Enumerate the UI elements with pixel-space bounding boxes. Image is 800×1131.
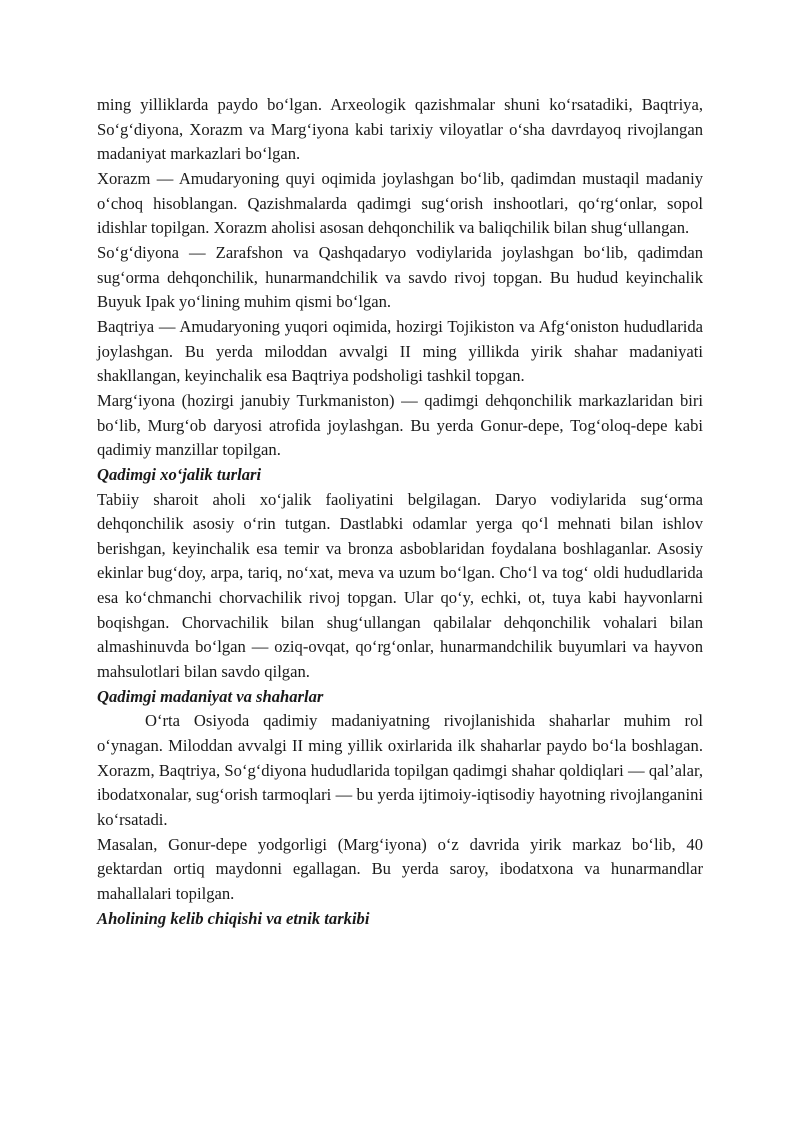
paragraph-gonur-depe: Masalan, Gonur-depe yodgorligi (Marg‘iyona) o‘z davrida yirik markaz bo‘lib, 40 gektardan ortiq maydonni egallagan. Bu yerda saroy, ibodatxona va hunarmandlar mahallalari topilgan. bbox=[97, 834, 703, 903]
paragraph-sogdiana: So‘g‘diyona — Zarafshon va Qashqadaryo vodiylarida joylashgan bo‘lib, qadimdan sug‘orma dehqonchilik, hunarmandchilik va savdo rivoj topgan. Bu hudud keyinchalik Buyuk Ipak yo‘lining muhim qismi bo‘lgan. bbox=[97, 242, 703, 312]
paragraph-intro: ming yilliklarda paydo bo‘lgan. Arxeologik qazishmalar shuni ko‘rsatadiki, Baqtriya, So‘g‘diyona, Xorazm va Marg‘iyona kabi tarixiy viloyatlar o‘sha davrdayoq rivojlangan madaniyat markazlari bo‘lgan. bbox=[97, 95, 703, 164]
paragraph-bactria: Baqtriya — Amudaryoning yuqori oqimida, hozirgi Tojikiston va Afg‘oniston hududlarida joylashgan. Bu yerda miloddan avvalgi II ming yillikda yirik shahar madaniyati shakllangan, keyinchalik esa Baqtriya podsholigi tashkil topgan. bbox=[97, 316, 703, 386]
heading-population-origin: Aholining kelib chiqishi va etnik tarkibi bbox=[97, 908, 370, 928]
paragraph-cities: O‘rta Osiyoda qadimiy madaniyatning rivojlanishida shaharlar muhim rol o‘ynagan. Miloddan avvalgi II ming yillik oxirlarida ilk shaharlar paydo bo‘la boshlagan. Xorazm, Baqtriya, So‘g‘diyona hududlarida topilgan qadimgi shahar qoldiqlari — qal’alar, ibodatxonalar, sug‘orish tarmoqlari — bu yerda ijtimoiy-iqtisodiy hayotning rivojlanganini ko‘rsatadi. bbox=[97, 711, 703, 830]
document-page bbox=[97, 93, 703, 931]
heading-culture-cities: Qadimgi madaniyat va shaharlar bbox=[97, 686, 324, 706]
paragraph-economy: Tabiiy sharoit aholi xo‘jalik faoliyatini belgilagan. Daryo vodiylarida sug‘orma dehqonchilik asosiy o‘rin tutgan. Dastlabki odamlar yerga qo‘l mehnati bilan ishlov berishgan, keyinchalik esa temir va bronza asboblaridan foydalana boshlaganlar. Asosiy ekinlar bug‘doy, arpa, tariq, no‘xat, meva va uzum bo‘lgan. Cho‘l va tog‘ oldi hududlarida esa ko‘chmanchi chorvachilik rivoj topgan. Ular qo‘y, echki, ot, tuya kabi hayvonlarni boqishgan. Chorvachilik bilan shug‘ullangan qabilalar dehqonchilik vohalari bilan almashinuvda bo‘lgan — oziq-ovqat, qo‘rg‘onlar, hunarmandchilik buyumlari va hayvon mahsulotlari bilan savdo qilgan. bbox=[97, 489, 703, 682]
paragraph-margiana: Marg‘iyona (hozirgi janubiy Turkmaniston) — qadimgi dehqonchilik markazlaridan biri bo‘lib, Murg‘ob daryosi atrofida joylashgan. Bu yerda Gonur-depe, Tog‘oloq-depe kabi qadimiy manzillar topilgan. bbox=[97, 390, 703, 460]
heading-economy: Qadimgi xo‘jalik turlari bbox=[97, 464, 262, 484]
paragraph-xorazm: Xorazm — Amudaryoning quyi oqimida joylashgan bo‘lib, qadimdan mustaqil madaniy o‘choq hisoblangan. Qazishmalarda qadimgi sug‘orish inshootlari, qo‘rg‘onlar, sopol idishlar topilgan. Xorazm aholisi asosan dehqonchilik va baliqchilik bilan shug‘ullangan. bbox=[97, 168, 703, 238]
